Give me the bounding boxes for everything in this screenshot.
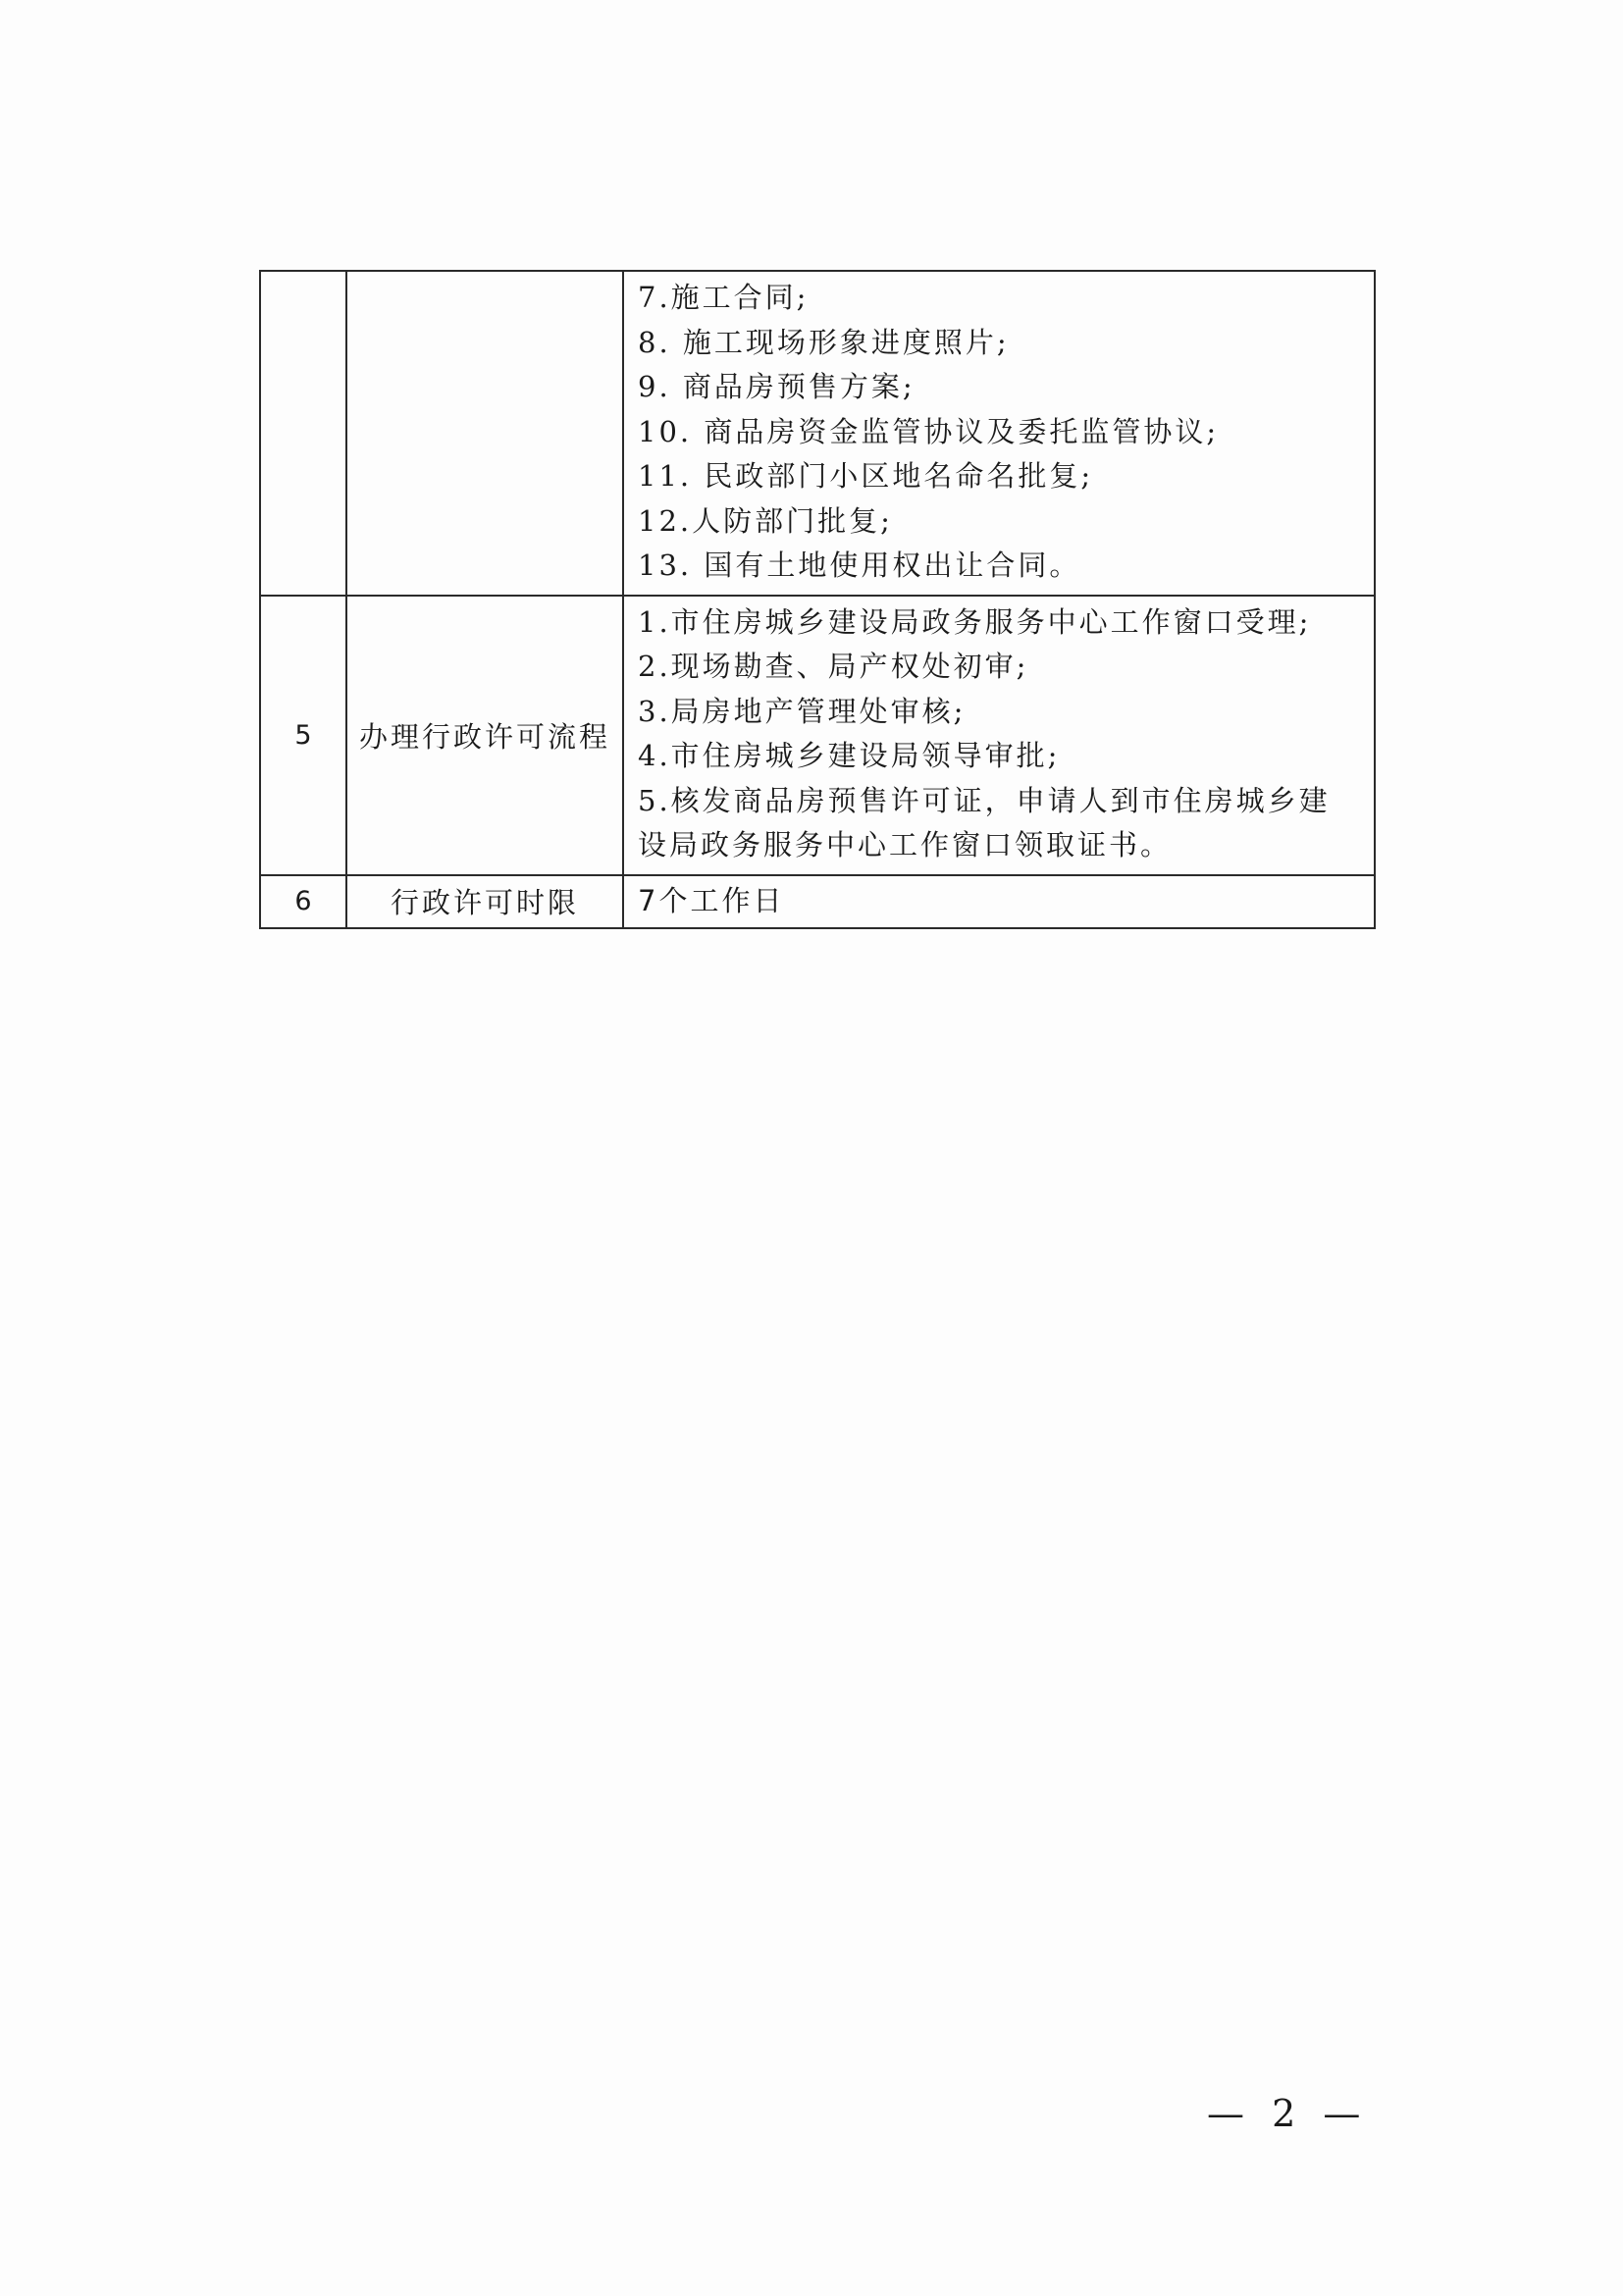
list-item: 9. 商品房预售方案; — [638, 370, 916, 403]
row-number-cell: 5 — [260, 596, 346, 875]
row-item-cell — [346, 271, 623, 596]
row-content-cell — [623, 875, 1375, 928]
page-number: — 2 — — [1207, 2092, 1369, 2135]
list-item: 1.市住房城乡建设局政务服务中心工作窗口受理; — [638, 604, 1312, 639]
permit-info-table — [259, 270, 1376, 929]
list-item: 13. 国有土地使用权出让合同。 — [638, 548, 1081, 582]
list-item: 4.市住房城乡建设局领导审批; — [638, 739, 1061, 772]
table-row — [260, 875, 1375, 928]
time-limit-text: 7个工作日 — [638, 883, 785, 917]
list-item: 5.核发商品房预售许可证，申请人到市住房城乡建设局政务服务中心工作窗口领取证书。 — [638, 783, 1331, 861]
list-item: 11. 民政部门小区地名命名批复; — [638, 459, 1094, 493]
row-number-cell: 6 — [260, 875, 346, 928]
row-item-cell: 行政许可时限 — [346, 875, 623, 928]
list-item: 3.局房地产管理处审核; — [638, 694, 967, 728]
list-item: 12.人防部门批复; — [638, 503, 893, 538]
row-number-cell — [260, 271, 346, 596]
row-content-cell — [623, 596, 1375, 875]
list-item: 10. 商品房资金监管协议及委托监管协议; — [638, 414, 1220, 448]
row-content-cell — [623, 271, 1375, 596]
list-item: 7.施工合同; — [638, 281, 810, 314]
row-item-cell: 办理行政许可流程 — [346, 596, 623, 875]
table-row — [260, 271, 1375, 596]
list-item: 2.现场勘查、局产权处初审; — [638, 650, 1029, 683]
list-item: 8. 施工现场形象进度照片; — [638, 325, 1010, 359]
table-row — [260, 596, 1375, 875]
